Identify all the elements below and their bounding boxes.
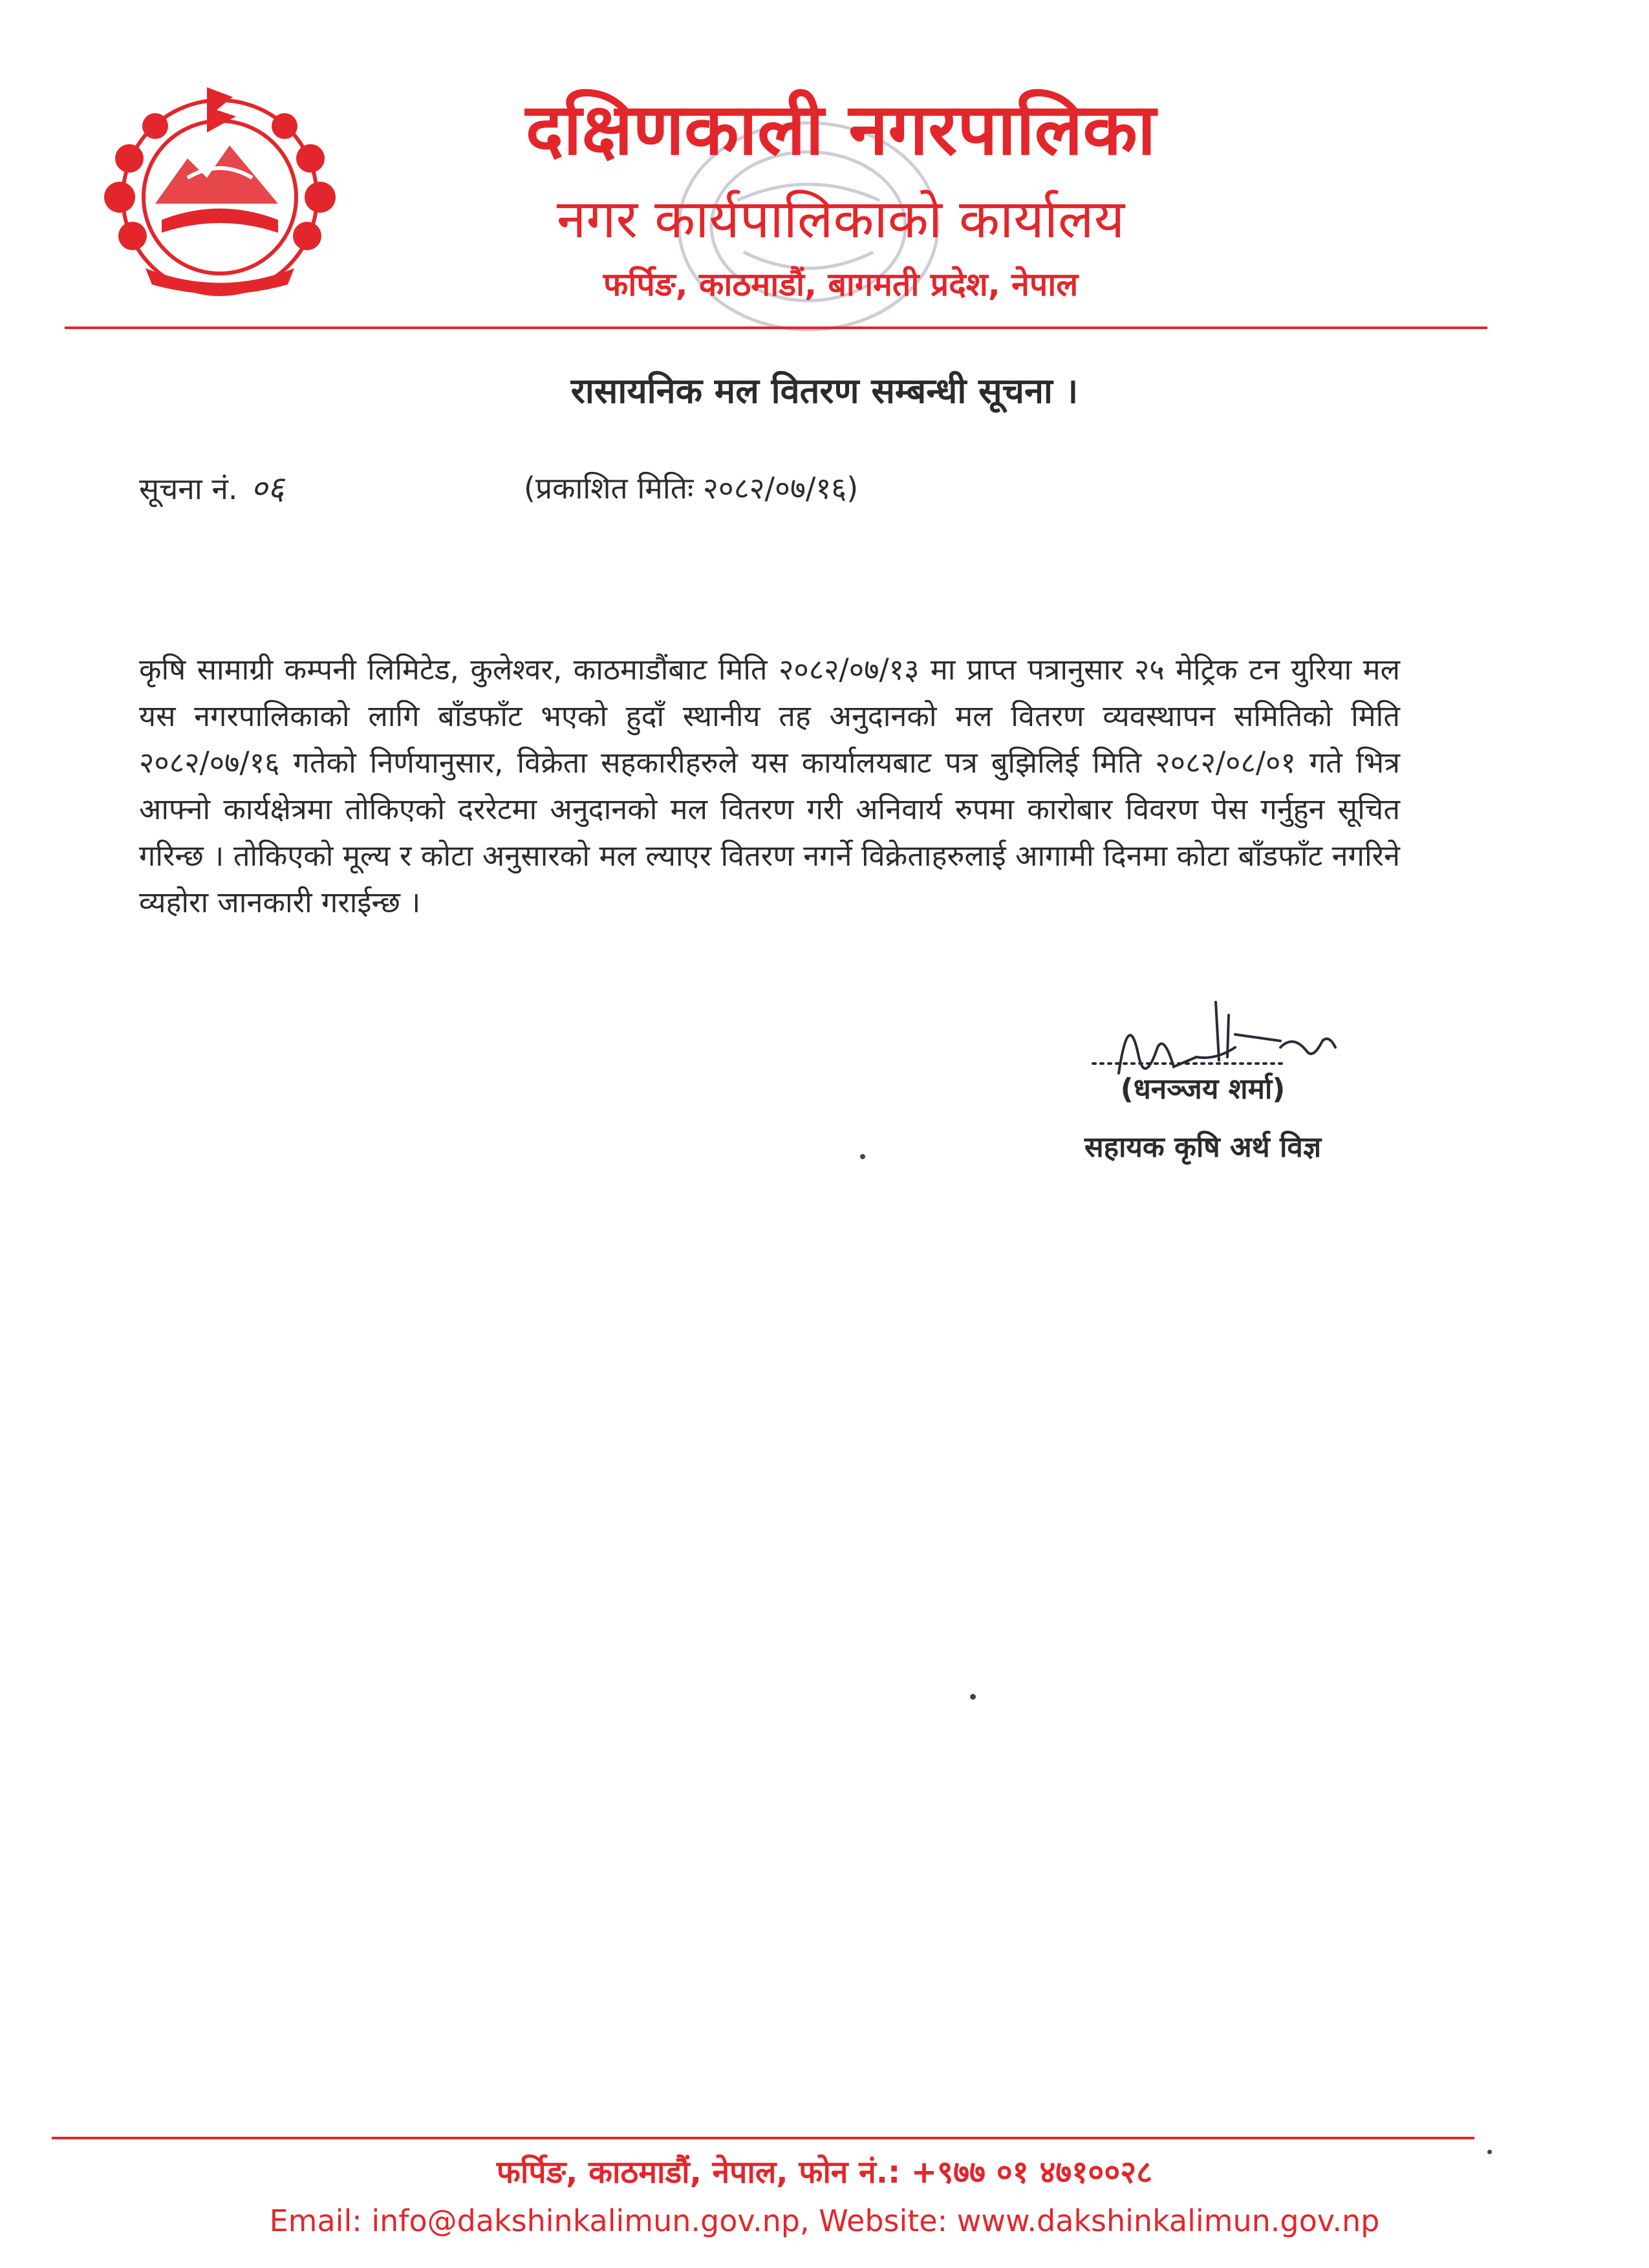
notice-number-value: ०६ [250, 469, 285, 507]
header-divider [65, 326, 1487, 329]
notice-title: रासायनिक मल वितरण सम्बन्धी सूचना । [570, 370, 1079, 411]
footer-address-phone: फर्पिङ, काठमाडौं, नेपाल, फोन नं.: +९७७ ०१ ४७१००२८ [496, 2154, 1153, 2190]
office-address: फर्पिङ, काठमाडौं, बागमती प्रदेश, नेपाल [603, 266, 1079, 303]
notice-body: कृषि सामाग्री कम्पनी लिमिटेड, कुलेश्वर, काठमाडौंबाट मिति २०८२/०७/१३ मा प्राप्त पत्रानुसार २५ मेट्रिक टन युरिया मल यस नगरपालिकाको लागि बाँडफाँट भएको हुदाँ स्थानीय तह अनुदानको मल वितरण व्यवस्थापन समितिको मिति २०८२/०७/१६ गतेको निर्णयानुसार, विक्रेता सहकारीहरुले यस कार्यालयबाट पत्र बुझिलिई मिति २०८२/०८/०१ गते भित्र आफ्नो कार्यक्षेत्रमा तोकिएको दररेटमा अनुदानको मल वितरण गरी अनिवार्य रुपमा कारोबार विवरण पेस गर्नुहुन सूचित गरिन्छ । तोकिएको मूल्य र कोटा अनुसारको मल ल्याएर वितरण नगर्ने विक्रेताहरुलाई आगामी दिनमा कोटा बाँडफाँट नगरिने व्यहोरा जानकारी गराईन्छ । [139, 652, 1400, 919]
footer-contact: Email: info@dakshinkalimun.gov.np, Website: www.dakshinkalimun.gov.np [269, 2203, 1380, 2238]
scan-speck [860, 1154, 865, 1159]
municipality-name: दक्षिणकाली नगरपालिका [525, 88, 1156, 171]
scan-speck [970, 1694, 976, 1700]
signatory-name: (धनञ्जय शर्मा) [1120, 1073, 1286, 1106]
notice-number [139, 462, 285, 515]
notice-number-label: सूचना नं. [139, 471, 238, 506]
office-name: नगर कार्यपालिकाको कार्यालय [556, 189, 1125, 250]
nepal-emblem-icon [84, 81, 356, 304]
signatory-designation: सहायक कृषि अर्थ विज्ञ [1084, 1131, 1322, 1164]
published-date: (प्रकाशित मितिः २०८२/०७/१६) [524, 471, 859, 506]
footer-divider [52, 2137, 1474, 2139]
